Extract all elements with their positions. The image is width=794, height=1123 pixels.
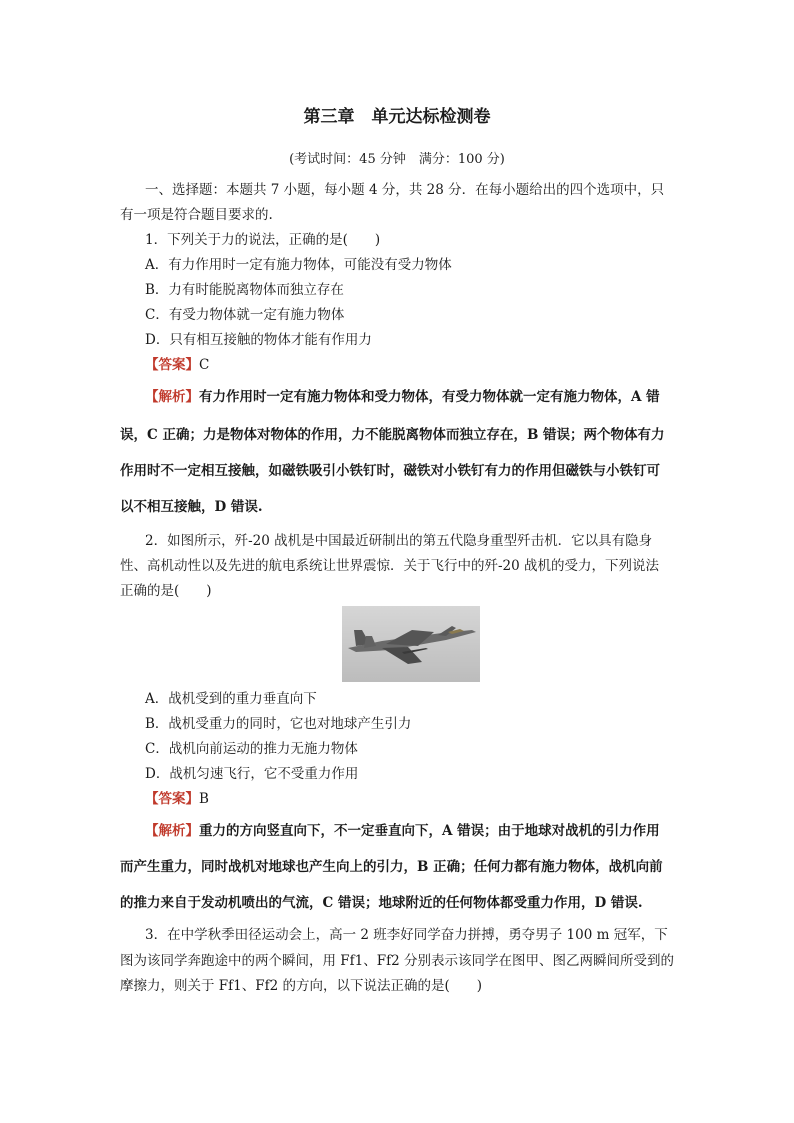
q3-stem-line2: 图为该同学奔跑途中的两个瞬间，用 Ff1、Ff2 分别表示该同学在图甲、图乙两瞬间所受到的 xyxy=(120,953,674,969)
q1-analysis-line2: 误，C 正确；力是物体对物体的作用，力不能脱离物体而独立存在，B 错误；两个物体有力 xyxy=(120,427,665,443)
q2-analysis-text1: 重力的方向竖直向下，不一定垂直向下，A 错误；由于地球对战机的引力作用 xyxy=(199,823,660,839)
q2-answer-value: B xyxy=(199,791,209,807)
q2-option-b: B．战机受重力的同时，它也对地球产生引力 xyxy=(145,716,412,732)
q2-option-c: C．战机向前运动的推力无施力物体 xyxy=(145,741,358,757)
q2-option-a: A．战机受到的重力垂直向下 xyxy=(145,691,317,707)
q2-option-d: D．战机匀速飞行，它不受重力作用 xyxy=(145,766,359,782)
fighter-jet-image xyxy=(342,606,480,682)
q1-option-a: A．有力作用时一定有施力物体，可能没有受力物体 xyxy=(145,257,452,273)
q1-option-b: B．力有时能脱离物体而独立存在 xyxy=(145,282,344,298)
q2-answer-tag: 【答案】 xyxy=(145,791,199,807)
q2-stem-line2: 性、高机动性以及先进的航电系统让世界震惊．关于飞行中的歼-20 战机的受力，下列说法 xyxy=(120,558,660,574)
q2-analysis-line1 xyxy=(145,822,660,840)
q2-analysis-line2: 而产生重力，同时战机对地球也产生向上的引力，B 正确；任何力都有施力物体，战机向前 xyxy=(120,859,663,875)
q1-stem: 1．下列关于力的说法，正确的是( ) xyxy=(145,232,381,248)
section-heading-line2: 有一项是符合题目要求的. xyxy=(120,207,273,223)
q1-analysis-text1: 有力作用时一定有施力物体和受力物体，有受力物体就一定有施力物体，A 错 xyxy=(199,389,660,405)
q2-stem-line1: 2．如图所示，歼-20 战机是中国最近研制出的第五代隐身重型歼击机．它以具有隐身 xyxy=(145,533,653,549)
q1-analysis-line3: 作用时不一定相互接触，如磁铁吸引小铁钉时，磁铁对小铁钉有力的作用但磁铁与小铁钉可 xyxy=(120,463,660,479)
q1-option-d: D．只有相互接触的物体才能有作用力 xyxy=(145,332,372,348)
exam-info: (考试时间：45 分钟 满分：100 分) xyxy=(289,152,505,167)
q2-analysis-tag: 【解析】 xyxy=(145,823,199,839)
q1-answer-value: C xyxy=(199,357,210,373)
q1-option-c: C．有受力物体就一定有施力物体 xyxy=(145,307,345,323)
q1-analysis-tag: 【解析】 xyxy=(145,389,199,405)
page-title: 第三章 单元达标检测卷 xyxy=(303,107,491,127)
q2-analysis-line3: 的推力来自于发动机喷出的气流，C 错误；地球附近的任何物体都受重力作用，D 错误. xyxy=(120,895,643,911)
q2-answer xyxy=(145,790,209,808)
q1-answer xyxy=(145,356,209,374)
section-heading-line1: 一、选择题：本题共 7 小题，每小题 4 分，共 28 分．在每小题给出的四个选项中，只 xyxy=(145,182,665,198)
q3-stem-line1: 3．在中学秋季田径运动会上，高一 2 班李好同学奋力拼搏，勇夺男子 100 m 冠军，下 xyxy=(145,927,668,943)
q1-answer-tag: 【答案】 xyxy=(145,357,199,373)
q3-stem-line3: 摩擦力，则关于 Ff1、Ff2 的方向，以下说法正确的是( ) xyxy=(120,978,483,994)
q2-stem-line3: 正确的是( ) xyxy=(120,583,212,599)
q1-analysis-line4: 以不相互接触，D 错误. xyxy=(120,499,263,515)
q1-analysis-line1 xyxy=(145,388,660,406)
